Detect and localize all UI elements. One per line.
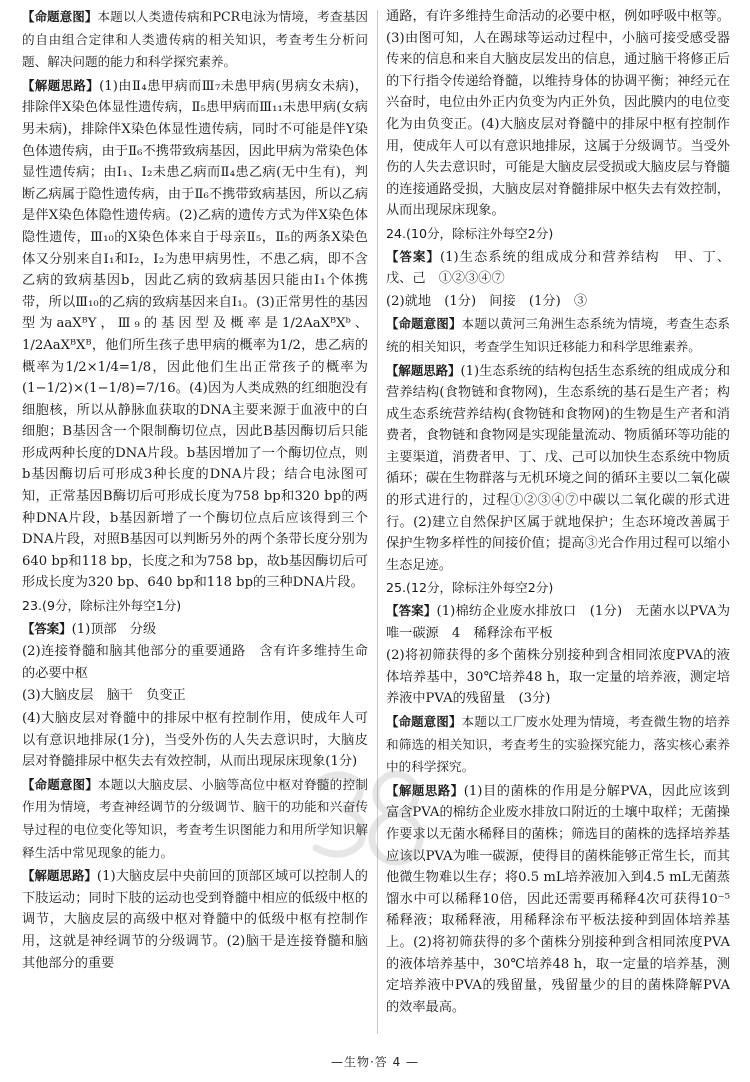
q25-heading: 25.(12分，除标注外每空2分) — [386, 580, 554, 596]
left-column — [22, 6, 368, 1038]
q25-thinking — [386, 780, 730, 1019]
q25-intent — [386, 711, 730, 779]
q22-thinking — [22, 75, 368, 594]
q23-thinking-continued: 通路，有许多维持生命活动的必要中枢，例如呼吸中枢等。(3)由图可知，人在踢球等运动过程中，小脑可接受感受器传来的信息和来自大脑皮层发出的信息，通过脑干将修正后的下行指令传递给脊髓，以维持身体的协调平衡；神经元在兴奋时，电位由外正内负变为内正外负，因此膜内的电位变化为由负变正。(4)大脑皮层对脊髓中的排尿中枢有控制作用，使成年人可以有意识地排尿，这属于分级调节。当受外伤的人失去意识时，可能是大脑皮层受损或大脑皮层与脊髓的连接通路受损，大脑皮层对脊髓排尿中枢失去有效控制，从而出现尿床现象。 — [386, 9, 730, 219]
intent-text: 本题以人类遗传病和PCR电泳为情境，考查基因的自由组合定律和人类遗传病的相关知识，考查考生分析问题、解决问题的能力和科学探究素养。 — [22, 9, 368, 70]
q23-answer-3: (3)大脑皮层 脑干 负变正 — [22, 688, 186, 704]
thinking-label: 【解题思路】 — [386, 362, 461, 378]
q25-answer-1 — [386, 600, 730, 644]
page-footer: —生物·答 4 — — [330, 1055, 420, 1069]
thinking-text: (1)目的菌株的作用是分解PVA，因此应该到富含PVA的棉纺企业废水排放口附近的土壤中取样；无菌操作要求以无菌水稀释目的菌株；筛选目的菌株的选择培养基应该以PVA为唯一碳源，使得目的菌株能够正常生长，而其他微生物难以生存；将0.5 mL培养液加入到4.5 mL无菌蒸馏水中可以稀释10倍，因此还需要再稀释4次可获得10⁻⁵稀释液；取稀释液，用稀释涂布平板法接种到固体培养基上。(2)将初筛获得的多个菌株分别接种到含相同浓度PVA的液体培养基中，30℃培养48 h，取一定量的培养基，测定培养液中PVA的残留量，残留量少的目的菌株降解PVA的效率最高。 — [386, 783, 730, 1015]
intent-text: 本题以大脑皮层、小脑等高位中枢对脊髓的控制作用为情境，考查神经调节的分级调节、脑干的功能和兴奋传导过程的电位变化等知识，考查考生识图能力和用所学知识解释生活中常见现象的能力。 — [22, 776, 368, 860]
intent-label: 【命题意图】 — [386, 316, 462, 332]
q24-answer-2: (2)就地 (1分) 间接 (1分) ③ — [386, 293, 588, 309]
intent-text: 本题以工厂废水处理为情境，考查微生物的培养和筛选的相关知识，考查考生的实验探究能力，落实核心素养中的科学探究。 — [386, 714, 730, 775]
q25-answer-2: (2)将初筛获得的多个菌株分别接种到含相同浓度PVA的液体培养基中，30℃培养48 h，取一定量的培养液，测定培养液中PVA的残留量 (3分) — [386, 648, 730, 707]
answer-label: 【答案】 — [22, 620, 72, 636]
q24-heading: 24.(10分，除标注外每空2分) — [386, 225, 554, 241]
thinking-label: 【解题思路】 — [22, 77, 100, 93]
answer-text: (1)生态系统的组成成分和营养结构 甲、丁、戊、己 ①②③④⑦ — [386, 249, 730, 287]
thinking-text: (1)大脑皮层中央前回的顶部区域可以控制人的下肢运动；同时下肢的运动也受到脊髓中相应的低级中枢的调节，大脑皮层的高级中枢对脊髓中的低级中枢有控制作用，这就是神经调节的分级调节。(2)脑干是连接脊髓和脑其他部分的重要 — [22, 869, 368, 971]
answer-text: (1)棉纺企业废水排放口 (1分) 无菌水以PVA为唯一碳源 4 稀释涂布平板 — [386, 604, 730, 641]
q24-intent — [386, 313, 730, 358]
answer-label: 【答案】 — [386, 248, 440, 264]
q23-thinking — [22, 865, 368, 974]
q22-intent — [22, 6, 368, 74]
intent-label: 【命题意图】 — [22, 9, 98, 24]
thinking-label: 【解题思路】 — [22, 868, 97, 884]
q23-answer-1 — [22, 618, 368, 641]
q23-heading: 23.(9分，除标注外每空1分) — [22, 598, 182, 614]
q23-answer-4: (4)大脑皮层对脊髓中的排尿中枢有控制作用，使成年人可以有意识地排尿(1分)，当受外伤的人失去意识时，大脑皮层对脊髓排尿中枢失去有效控制，从而出现尿床现象(1分) — [22, 711, 368, 770]
thinking-text: (1)生态系统的结构包括生态系统的组成成分和营养结构(食物链和食物网)，生态系统的基石是生产者；构成生态系统营养结构(食物链和食物网)的生物是生产者和消费者，食物链和食物网是实现能量流动、物质循环等功能的主要渠道，消费者甲、丁、戊、己可以加快生态系统中物质循环；碳在生物群落与无机环境之间的循环主要以二氧化碳的形式进行的，过程①②③④⑦中碳以二氧化碳的形式进行。(2)建立自然保护区属于就地保护；生态环境改善属于保护生物多样性的间接价值；提高③光合作用过程可以缩小生态足迹。 — [386, 363, 730, 573]
intent-label: 【命题意图】 — [386, 714, 462, 729]
answer-text: (1)顶部 分级 — [71, 621, 157, 637]
intent-text: 本题以黄河三角洲生态系统为情境，考查生态系统的相关知识，考查学生知识迁移能力和科学思维素养。 — [386, 316, 730, 354]
q24-thinking — [386, 360, 730, 577]
q24-answer-1 — [386, 246, 730, 290]
q23-answer-2: (2)连接脊髓和脑其他部分的重要通路 含有许多维持生命的必要中枢 — [22, 644, 368, 681]
intent-label: 【命题意图】 — [22, 776, 99, 792]
thinking-label: 【解题思路】 — [386, 782, 464, 798]
thinking-text: (1)由Ⅱ₄患甲病而Ⅲ₇未患甲病(男病女未病)，排除伴X染色体显性遗传病，Ⅱ₅患甲病而Ⅲ₁₁未患甲病(女病男未病)，排除伴X染色体显性遗传病，同时不可能是伴Y染色体遗传病，由于Ⅱ₆不携带致病基因，因此甲病为常染色体显性遗传病；由Ⅰ₁、Ⅰ₂未患乙病而Ⅱ₄患乙病(无中生有)，判断乙病属于隐性遗传病，由于Ⅱ₆不携带致病基因，所以乙病是伴X染色体隐性遗传病。(2)乙病的遗传方式为伴X染色体隐性遗传，Ⅲ₁₀的X染色体来自于母亲Ⅱ₅，Ⅱ₅的两条X染色体又分别来自Ⅰ₁和Ⅰ₂，Ⅰ₂为患甲病男性，不患乙病，即不含乙病的致病基因b，因此乙病的致病基因只能由Ⅰ₁个体携带，所以Ⅲ₁₀的乙病的致病基因来自Ⅰ₁。(3)正常男性的基因型为aaXᴮY，Ⅲ₉的基因型及概率是1/2AaXᴮXᵇ、1/2AaXᴮXᴮ，他们所生孩子患甲病的概率为1/2，患乙病的概率为1/2×1/4=1/8，因此他们生出正常孩子的概率为(1−1/2)×(1−1/8)=7/16。(4)因为人类成熟的红细胞没有细胞核，所以从静脉血获取的DNA主要来源于血液中的白细胞；B基因含一个限制酶切位点，因此B基因酶切后只能形成两种长度的DNA片段。b基因增加了一个酶切位点，则b基因酶切后可形成3种长度的DNA片段；结合电泳图可知，正常基因B酶切后可形成长度为758 bp和320 bp的两种DNA片段，b基因新增了一个酶切位点后应该得到三个DNA片段，对照B基因可以判断另外的两个条带长度分别为640 bp和118 bp，长度之和为758 bp，故b基因酶切后可形成长度为320 bp、640 bp和118 bp的三种DNA片段。 — [22, 78, 368, 591]
right-column — [386, 6, 730, 1038]
answer-label: 【答案】 — [386, 603, 437, 619]
q23-intent — [22, 774, 368, 864]
column-divider — [377, 10, 378, 1034]
